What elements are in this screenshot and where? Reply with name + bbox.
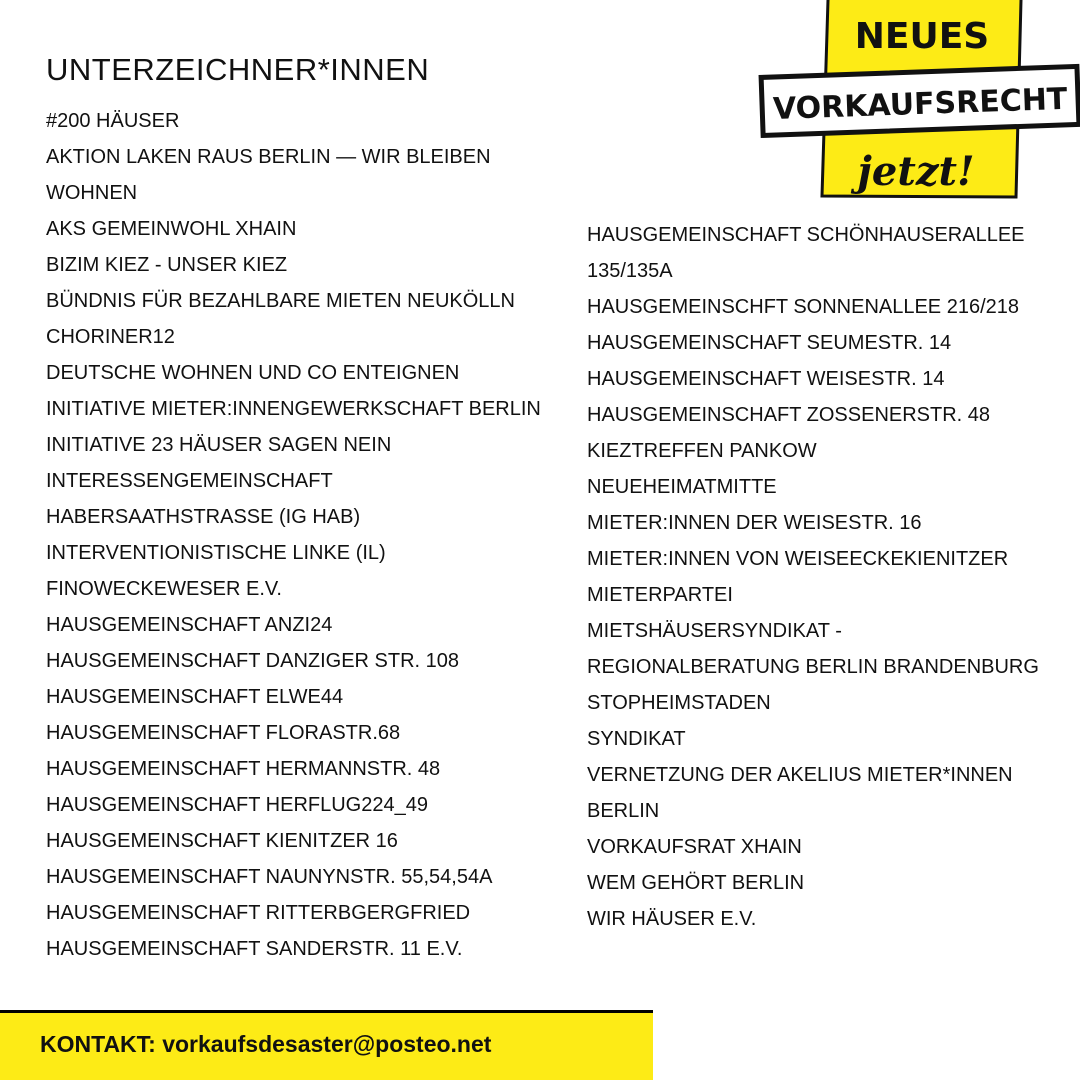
signatory-line: WEM GEHÖRT BERLIN xyxy=(587,872,805,894)
signatory-line: INITIATIVE 23 HÄUSER SAGEN NEIN xyxy=(46,434,392,456)
signatory-line: MIETER:INNEN DER WEISESTR. 16 xyxy=(587,512,922,534)
signatory-line: HAUSGEMEINSCHAFT ANZI24 xyxy=(46,614,333,636)
signatory-line: FINOWECKEWESER E.V. xyxy=(46,578,282,600)
signatory-line: WOHNEN xyxy=(46,182,138,204)
signatory-line: VORKAUFSRAT XHAIN xyxy=(587,836,802,858)
signatory-line: AKS GEMEINWOHL XHAIN xyxy=(46,218,297,240)
logo-line-2: VORKAUFSRECHT xyxy=(772,81,1068,128)
signatory-line: HAUSGEMEINSCHAFT ZOSSENERSTR. 48 xyxy=(587,404,991,426)
signatory-line: INITIATIVE MIETER:INNENGEWERKSCHAFT BERLIN xyxy=(46,398,541,420)
signatory-line: HAUSGEMEINSCHAFT FLORASTR.68 xyxy=(46,722,401,744)
signatory-line: #200 HÄUSER xyxy=(46,110,180,132)
signatory-line: HAUSGEMEINSCHAFT SANDERSTR. 11 E.V. xyxy=(46,938,463,960)
signatory-line: HAUSGEMEINSCHAFT NAUNYNSTR. 55,54,54A xyxy=(46,866,493,888)
signatory-line: STOPHEIMSTADEN xyxy=(587,692,771,714)
contact-text: KONTAKT: vorkaufsdesaster@posteo.net xyxy=(40,1031,492,1057)
signatory-line: MIETERPARTEI xyxy=(587,584,733,606)
signatory-line: AKTION LAKEN RAUS BERLIN — WIR BLEIBEN xyxy=(46,146,491,168)
signatory-line: 135/135A xyxy=(587,260,673,282)
signatory-line: HAUSGEMEINSCHAFT SEUMESTR. 14 xyxy=(587,332,952,354)
page-title: UNTERZEICHNER*INNEN xyxy=(46,52,430,87)
signatory-list-right xyxy=(587,217,1039,937)
signatory-line: HAUSGEMEINSCHAFT KIENITZER 16 xyxy=(46,830,398,852)
signatory-line: HAUSGEMEINSCHAFT ELWE44 xyxy=(46,686,344,708)
signatory-line: SYNDIKAT xyxy=(587,728,686,750)
signatory-line: NEUEHEIMATMITTE xyxy=(587,476,777,498)
signatory-line: REGIONALBERATUNG BERLIN BRANDENBURG xyxy=(587,656,1039,678)
signatory-line: BÜNDNIS FÜR BEZAHLBARE MIETEN NEUKÖLLN xyxy=(46,290,515,312)
logo-line-3: jetzt! xyxy=(857,148,975,195)
signatory-line: HAUSGEMEINSCHFT SONNENALLEE 216/218 xyxy=(587,296,1020,318)
signatory-line: HABERSAATHSTRASSE (IG HAB) xyxy=(46,506,361,528)
signatory-line: HAUSGEMEINSCHAFT SCHÖNHAUSERALLEE xyxy=(587,224,1025,246)
signatory-line: HAUSGEMEINSCHAFT WEISESTR. 14 xyxy=(587,368,945,390)
signatory-line: VERNETZUNG DER AKELIUS MIETER*INNEN xyxy=(587,764,1013,786)
neues-vorkaufsrecht-logo xyxy=(758,0,1080,200)
signatory-line: HAUSGEMEINSCHAFT DANZIGER STR. 108 xyxy=(46,650,460,672)
signatory-line: HAUSGEMEINSCHAFT HERMANNSTR. 48 xyxy=(46,758,441,780)
signatory-line: MIETSHÄUSERSYNDIKAT - xyxy=(587,620,842,642)
signatory-line: BERLIN xyxy=(587,800,660,822)
logo-line-1: NEUES xyxy=(854,16,990,57)
signatory-list-left xyxy=(46,103,541,967)
signatory-line: HAUSGEMEINSCHAFT RITTERBGERGFRIED xyxy=(46,902,471,924)
signatory-line: INTERVENTIONISTISCHE LINKE (IL) xyxy=(46,542,386,564)
signatory-line: MIETER:INNEN VON WEISEECKEKIENITZER xyxy=(587,548,1009,570)
signatory-line: BIZIM KIEZ - UNSER KIEZ xyxy=(46,254,288,276)
signatory-line: CHORINER12 xyxy=(46,326,175,348)
signatory-line: INTERESSENGEMEINSCHAFT xyxy=(46,470,333,492)
signatory-line: HAUSGEMEINSCHAFT HERFLUG224_49 xyxy=(46,794,428,816)
contact-bar xyxy=(0,1010,653,1080)
signatory-line: DEUTSCHE WOHNEN UND CO ENTEIGNEN xyxy=(46,362,460,384)
signatory-line: WIR HÄUSER E.V. xyxy=(587,908,757,930)
signatory-line: KIEZTREFFEN PANKOW xyxy=(587,440,817,462)
